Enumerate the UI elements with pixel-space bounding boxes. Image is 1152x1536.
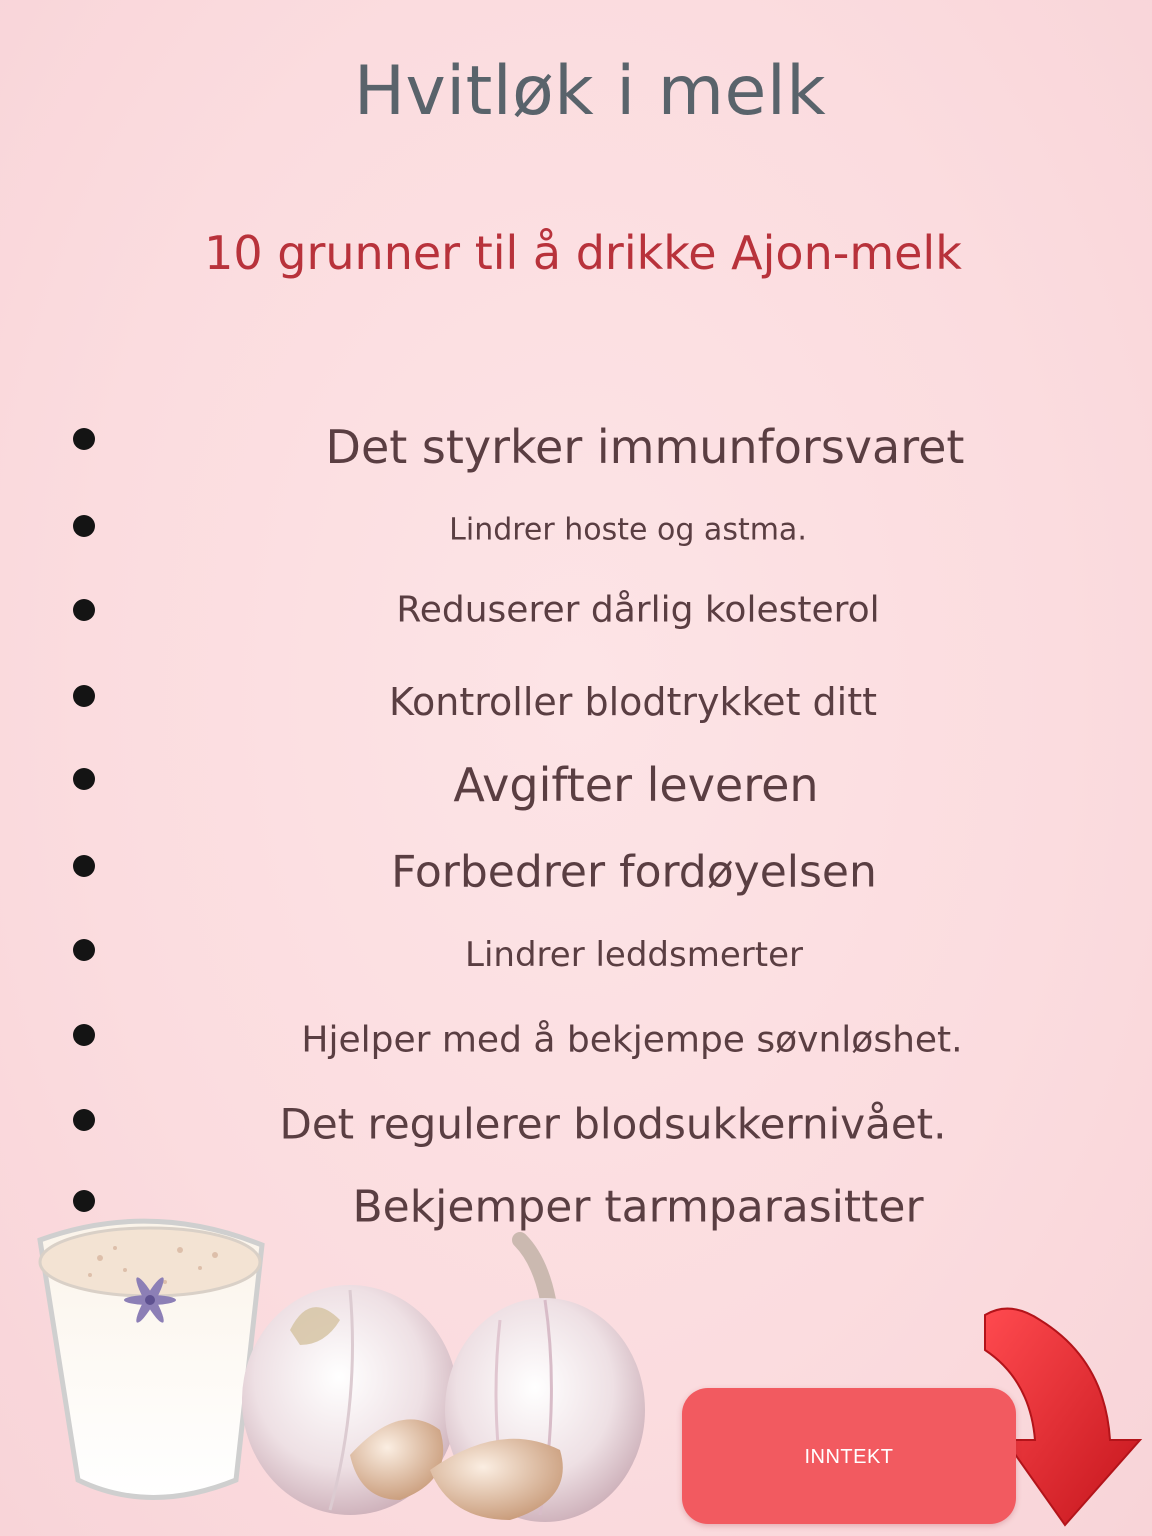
bullet-dot xyxy=(73,1024,95,1046)
bullet-dot xyxy=(73,768,95,790)
garlic-icon xyxy=(242,1240,645,1522)
page-title: Hvitløk i melk xyxy=(353,52,827,131)
list-item xyxy=(0,1094,1152,1154)
list-item xyxy=(0,580,1152,640)
bullet-dot xyxy=(73,515,95,537)
reason-text: Reduserer dårlig kolesterol xyxy=(396,589,880,631)
reason-text: Kontroller blodtrykket ditt xyxy=(388,680,878,724)
cta-label: INNTEKT xyxy=(804,1446,894,1468)
reason-text: Forbedrer fordøyelsen xyxy=(391,846,877,898)
bullet-dot xyxy=(73,855,95,877)
bullet-dot xyxy=(73,428,95,450)
inntekt-button[interactable] xyxy=(682,1388,1016,1524)
reason-text: Bekjemper tarmparasitter xyxy=(352,1181,924,1233)
list-item xyxy=(0,500,1152,560)
bullet-dot xyxy=(73,685,95,707)
bullet-dot xyxy=(73,1109,95,1131)
reason-text: Avgifter leveren xyxy=(453,758,819,812)
list-item xyxy=(0,925,1152,985)
list-item xyxy=(0,755,1152,815)
reason-text: Det styrker immunforsvaret xyxy=(325,420,965,474)
page-subtitle: 10 grunner til å drikke Ajon-melk xyxy=(204,226,962,280)
list-item xyxy=(0,672,1152,732)
reason-text: Lindrer hoste og astma. xyxy=(449,512,807,548)
list-item xyxy=(0,417,1152,477)
list-item xyxy=(0,1010,1152,1070)
milk-glass-icon xyxy=(40,1221,262,1497)
reason-text: Lindrer leddsmerter xyxy=(465,935,803,975)
reason-text: Det regulerer blodsukkernivået. xyxy=(279,1099,947,1149)
list-item xyxy=(0,842,1152,902)
reason-text: Hjelper med å bekjempe søvnløshet. xyxy=(301,1019,963,1061)
bullet-dot xyxy=(73,939,95,961)
bullet-dot xyxy=(73,599,95,621)
